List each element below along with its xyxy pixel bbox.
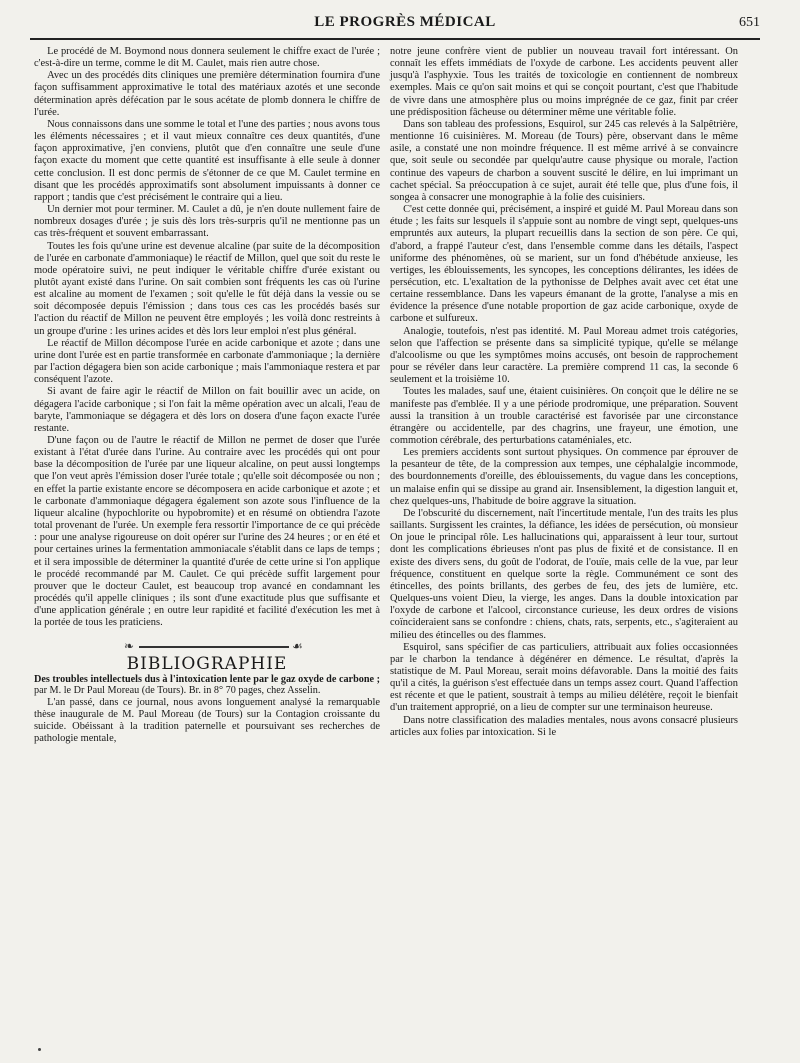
journal-title: LE PROGRÈS MÉDICAL bbox=[314, 14, 496, 30]
header-rule bbox=[30, 38, 760, 40]
paragraph: D'une façon ou de l'autre le réactif de Millon ne permet de doser que l'urée existant à l'état d'urée dans l'urine. Au contraire avec les procédés qui ont pour base la décomposition de l'urée par une liqueur alcaline, on peut aussi longtemps que l'on veut après l'émission doser l'urée totale ; qu'elle soit décomposée ou non ; en effet la partie existante encore se décomposera en acide carbonique et azote ; et le carbonate d'ammoniaque dégagera également son azote sous l'influence de la liqueur alcaline (hypochlorite ou hypobromite) et en résumé on obtiendra l'azote total provenant de l'urée. Un exemple fera ressortir l'importance de ce qui précède : pour une analyse rigoureuse on doit opérer sur l'urine des 24 heures ; or en été et pour certaines urines la fermentation ammoniacale s'établit dans ce laps de temps ; et il sera impossible de déterminer la quantité d'urée de cette urine si l'on applique le procédé recommandé par M. Caulet. Ce qui précède suffit largement pour prouver que le docteur Caulet, est beaucoup trop avancé en condamnant les procédés qu'il appelle cliniques ; ils sont d'une exactitude plus que suffisante et d'une application générale ; en outre leur rapidité et facilité d'exécution les met à la portée de tous les praticiens. bbox=[34, 435, 380, 629]
page-number: 651 bbox=[739, 15, 760, 30]
bibliography-heading: BIBLIOGRAPHIE bbox=[126, 653, 288, 674]
page-header bbox=[30, 14, 780, 34]
divider-ornament-icon: ❧ bbox=[124, 638, 135, 653]
paragraph: Les premiers accidents sont surtout physiques. On commence par éprouver de la pesanteur de tête, de la compression aux tempes, une céphalalgie incommode, des bourdonnements d'oreille, des éblouissements, du vague dans les conceptions, un malaise enfin qui se dissipe au grand air. Insensiblement, la digestion languit et, chez quelques-uns, l'habitude de boire aggrave la situation. bbox=[390, 447, 738, 507]
paragraph: Dans notre classification des maladies mentales, nous avons consacré plusieurs articles aux folies par intoxication. Si le bbox=[390, 714, 738, 738]
bibliography-entry-details: par M. le Dr Paul Moreau (de Tours). Br. in 8° 70 pages, chez Asselin. bbox=[34, 685, 321, 697]
divider-ornament-icon: ☙ bbox=[292, 638, 303, 653]
section-divider bbox=[34, 638, 380, 656]
paragraph: De l'obscurité du discernement, naît l'incertitude mentale, l'un des traits les plus saillants. Surgissent les craintes, la défiance, les idées de persécution, où monsieur On joue le principal rôle. Les hallucinations qui, apparaissent à leur tour, surtout dont les complications ébrieuses n'ont pas plus de fixité et de consistance. Il en existe des divers sens, du goût de l'odorat, de l'ouïe, mais celle de la vue, par leur fréquence, constituent en quelque sorte la règle. Communément ce sont des étincelles, des points brillants, des gerbes de feu, des jets de lumière, etc. Quelques-uns voient Dieu, la vierge, les anges. Dans la double intoxication par l'oxyde de carbone et l'alcool, circonstance curieuse, les deux ordres de visions coïncideraient sans se confondre : chiens, chats, rats, serpents, etc., s'agiteraient au milieu des étincelles ou des flammes. bbox=[390, 507, 738, 641]
paragraph: notre jeune confrère vient de publier un nouveau travail fort intéressant. On connaît les effets immédiats de l'oxyde de carbone. Les accidents peuvent aller jusqu'à l'asphyxie. Tous les traités de toxicologie en contiennent de nombreux exemples. Mais ce qu'on sait moins et qui se conçoit pourtant, c'est que l'habitude de vivre dans une atmosphère plus ou moins imprégnée de ce gaz, finit par créer une prédisposition fâcheuse ou déterminer même une véritable folie. bbox=[390, 46, 738, 118]
paragraph: Nous connaissons dans une somme le total et l'une des parties ; nous avons tous les éléments nécessaires ; et il vaut mieux connaître ces deux quantités, d'une façon approximative, j'en conviens, plutôt que d'en connaître une seule d'une façon exacte du moment que cette quantité est insuffisante à elle seule à donner cette conclusion. Il est donc permis de s'étonner de ce que M. Caulet termine en disant que les procédés approximatifs sont absolument impuissants à donner ce rapport ; tandis que c'est précisément le contraire qui a lieu. bbox=[34, 118, 380, 203]
paragraph: Toutes les fois qu'une urine est devenue alcaline (par suite de la décomposition de l'urée en carbonate d'ammoniaque) le réactif de Millon, quel que soit du reste le mode opératoire suivi, ne peut indiquer le véritable chiffre d'urée existant ou plutôt ayant existé dans l'urine. On sait combien sont fréquents les cas où l'urine est alcaline au moment de l'examen ; soit qu'elle le fût déjà dans la vessie ou se soit décomposée depuis l'émission ; dans tous ces cas les procédés basés sur l'action du réactif de Millon ne peuvent être employés ; les voilà donc restreints à un groupe d'urine : les urines acides et dès lors leur emploi n'est plus général. bbox=[34, 240, 380, 337]
right-column bbox=[390, 46, 738, 739]
paragraph: Le procédé de M. Boymond nous donnera seulement le chiffre exact de l'urée ; c'est-à-dire un terme, comme le dit M. Caulet, mais rien autre chose. bbox=[34, 46, 380, 70]
paragraph: Esquirol, sans spécifier de cas particuliers, attribuait aux folies occasionnées par le charbon la tendance à dégénérer en démence. Le résultat, d'après la statistique de M. Paul Moreau, serait moins défavorable. Dans la moitié des faits qu'il a cités, la guérison s'est effectuée dans un temps assez court. Quand l'affection est récente et que le patient, soustrait à temps au milieu délétère, reçoit le bienfait d'un traitement approprié, on a lieu de compter sur une terminaison heureuse. bbox=[390, 641, 738, 714]
bibliography-entry bbox=[34, 674, 380, 697]
paragraph: Si avant de faire agir le réactif de Millon on fait bouillir avec un acide, on dégagera l'acide carbonique ; si l'on fait la même opération avec un alcali, l'eau de baryte, l'ammoniaque se dégagera et dès lors on dosera d'une façon exacte l'urée restante. bbox=[34, 386, 380, 434]
paragraph: Un dernier mot pour terminer. M. Caulet a dû, je n'en doute nullement faire de nombreux dosages d'urée ; je suis dès lors très-surpris qu'il ne mentionne pas un cas très-fréquent et souvent embarrassant. bbox=[34, 204, 380, 240]
paragraph: L'an passé, dans ce journal, nous avons longuement analysé la remarquable thèse inaugurale de M. Paul Moreau (de Tours) sur la Contagion croissante du suicide. Obéissant à la tradition paternelle et poursuivant ses recherches de pathologie mentale, bbox=[34, 696, 380, 745]
paragraph: Dans son tableau des professions, Esquirol, sur 245 cas relevés à la Salpêtrière, mentionne 16 cuisinières. M. Moreau (de Tours) père, observant dans le même asile, a constaté une non moindre fréquence. Il est même arrivé à se convaincre que, soit seule ou secondée par quelqu'autre cause physique ou morale, l'action continue des vapeurs de charbon a souvent suscité le délire, en lui imprimant un cachet spécial. Sa préoccupation à ce sujet, aurait été telle que, plus d'une fois, il songea à consacrer une monographie à la folie des cuisiniers. bbox=[390, 118, 738, 203]
paragraph: Le réactif de Millon décompose l'urée en acide carbonique et azote ; dans une urine dont l'urée est en partie transformée en carbonate d'ammoniaque ; la dernière par l'action dégagera bien son acide carbonique ; mais l'ammoniaque restera et par conséquent l'azote. bbox=[34, 337, 380, 386]
paragraph: C'est cette donnée qui, précisément, a inspiré et guidé M. Paul Moreau dans son étude ; les faits sur lesquels il s'appuie sont au nombre de vingt sept, quelques-uns empruntés aux auteurs, la plupart recueillis dans la section de son père. Ce qui, d'abord, a frappé l'auteur c'est, dans l'ensemble comme dans les détails, l'aspect uniforme des phénomènes, où se marient, sur un fond d'hébétude anxieuse, les vertiges, les éblouissements, les syncopes, les conceptions délirantes, les idées de persécution, etc. L'exaltation de la pythonisse de Delphes avait avec cet état une certaine ressemblance. Dans les vapeurs émanant de la grotte, l'analyse a mis en évidence la présence d'une notable proportion de gaz acide carbonique, oxyde de carbone et sulfureux. bbox=[390, 204, 738, 325]
bibliography-entry-title: Des troubles intellectuels dus à l'intoxication lente par le gaz oxyde de carbone ; bbox=[34, 673, 380, 685]
print-speck bbox=[38, 1048, 41, 1051]
paragraph: Avec un des procédés dits cliniques une première détermination fournira d'une façon suffisamment approximative le total des matériaux azotés et une seconde détermination après défécation par le sous acétate de plomb donnera le chiffre de l'urée. bbox=[34, 70, 380, 118]
paragraph: Toutes les malades, sauf une, étaient cuisinières. On conçoit que le délire ne se manifeste pas d'emblée. Il y a une période prodromique, une préparation. Souvent aussi la transition à un trouble caractérisé est favorisée par une circonstance étrangère ou accidentelle, par des chagrins, une frayeur, une émotion, une commotion cérébrale, des perturbations cataméniales, etc. bbox=[390, 386, 738, 446]
paragraph: Analogie, toutefois, n'est pas identité. M. Paul Moreau admet trois catégories, selon que l'affection se présente dans sa simplicité typique, qu'elle se mélange d'alcoolisme ou que les symptômes moins accusés, ont besoin de rapprochement pour se révéler dans leur caractère. La première comprend 11 cas, la seconde 6 seulement et la troisième 10. bbox=[390, 325, 738, 386]
left-column bbox=[34, 46, 380, 745]
divider-line bbox=[139, 646, 289, 648]
